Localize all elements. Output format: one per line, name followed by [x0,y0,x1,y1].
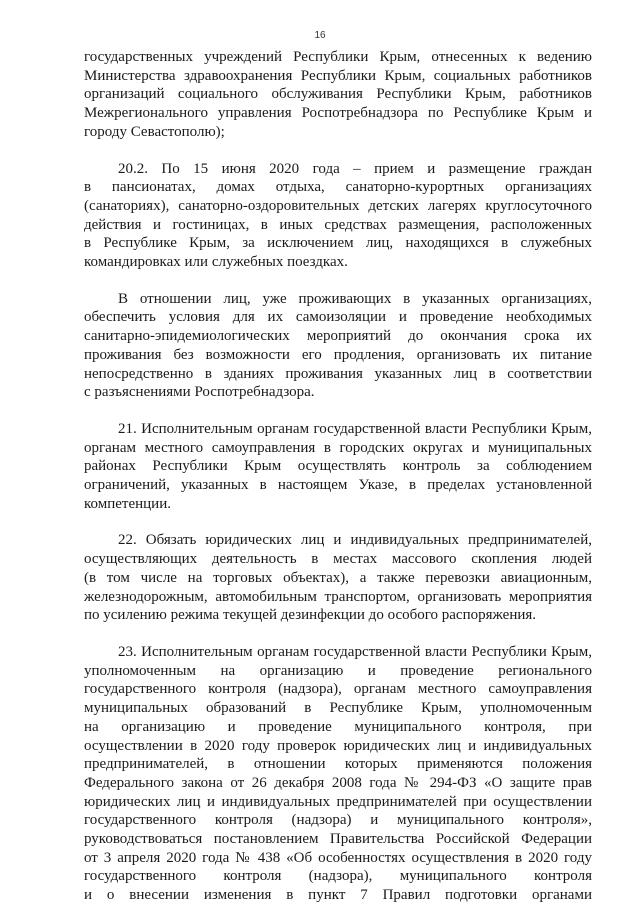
paragraph-line: железнодорожным, автомобильным транспортом, организовать мероприятия [84,588,592,605]
paragraph-line: Межрегионального управления Роспотребнадзора по Республике Крым и [84,105,592,122]
paragraph [84,531,592,625]
paragraph-line: в пансионатах, домах отдыха, санаторно-курортных организациях [84,179,592,196]
paragraph-line: руководствоваться постановлением Правительства Российской Федерации [84,831,592,848]
paragraph-line: органам местного самоуправления в городских округах и муниципальных [84,439,592,456]
paragraph-line: Министерства здравоохранения Республики Крым, социальных работников [84,67,592,84]
paragraph-line: с разъяснениями Роспотребнадзора. [84,384,315,401]
paragraph-line: (санаториях), санаторно-оздоровительных детских лагерях круглосуточного [84,197,592,214]
paragraph-line: по усилению режима текущей дезинфекции до особого распоряжения. [84,607,537,624]
paragraph-line: проживания без возможности его продления, организовать их питание [84,346,592,363]
paragraph-line: городу Севастополю); [84,123,225,140]
paragraph-line: государственного контроля (надзора), муниципального контроля [84,868,592,885]
paragraph-line: государственного контроля (надзора) и муниципального контроля», [84,812,592,829]
paragraph-line: осуществляющих деятельность в местах массового скопления людей [84,551,592,568]
paragraph-line: непосредственно в зданиях проживания указанных лиц в соответствии [84,365,592,382]
paragraph-line: 22. Обязать юридических лиц и индивидуальных предпринимателей, [118,532,592,549]
paragraph-line: уполномоченным на организацию и проведение регионального [84,662,592,679]
paragraph-line: в Республике Крым, за исключением лиц, находящихся в служебных [84,235,592,252]
paragraph-line: районах Республики Крым осуществлять контроль за соблюдением [84,458,592,475]
paragraph-line: от 3 апреля 2020 года № 438 «Об особенностях осуществления в 2020 году [84,849,592,866]
document-body [84,48,592,905]
paragraph-line: обеспечить условия для их самоизоляции и проведение необходимых [84,309,592,326]
paragraph-line: на организацию и проведение муниципального контроля, при [84,718,592,735]
paragraph-line: 23. Исполнительным органам государственной власти Республики Крым, [118,643,592,660]
paragraph [84,290,592,402]
paragraph [84,643,592,905]
paragraph-line: государственного контроля (надзора), органам местного самоуправления [84,681,592,698]
paragraph-line: санитарно-эпидемиологических мероприятий до окончания срока их [84,328,592,345]
paragraph-line: командировках или служебных поездках. [84,254,348,271]
paragraph-line: государственных учреждений Республики Крым, отнесенных к ведению [84,49,592,65]
paragraph-line: 21. Исполнительным органам государственной власти Республики Крым, [118,420,592,437]
paragraph-line: (в том числе на торговых объектах), а также перевозки авиационным, [84,569,592,586]
paragraph-line: В отношении лиц, уже проживающих в указанных организациях, [118,290,592,307]
paragraph-line: юридических лиц и индивидуальных предпринимателей при осуществлении [84,793,592,810]
page-number: 16 [314,30,326,41]
paragraph-line: осуществлении в 2020 году проверок юридических лиц и индивидуальных [84,737,592,754]
paragraph-line: Федерального закона от 26 декабря 2008 года № 294-ФЗ «О защите прав [84,774,592,791]
paragraph-line: предпринимателей, в отношении которых применяются положения [84,756,592,773]
paragraph [84,160,592,272]
paragraph-line: организаций социального обслуживания Республики Крым, работников [84,86,592,103]
paragraph [84,420,592,514]
paragraph-line: компетенции. [84,495,171,512]
paragraph-line: 20.2. По 15 июня 2020 года – прием и размещение граждан [118,160,592,177]
paragraph [84,48,592,142]
paragraph-line: и о внесении изменения в пункт 7 Правил подготовки органами [84,887,592,904]
paragraph-line: муниципальных образований в Республике Крым, уполномоченным [84,700,592,717]
paragraph-line: действия и гостиницах, в иных средствах размещения, расположенных [84,216,592,233]
paragraph-line: ограничений, указанных в настоящем Указе, в пределах установленной [84,477,592,494]
